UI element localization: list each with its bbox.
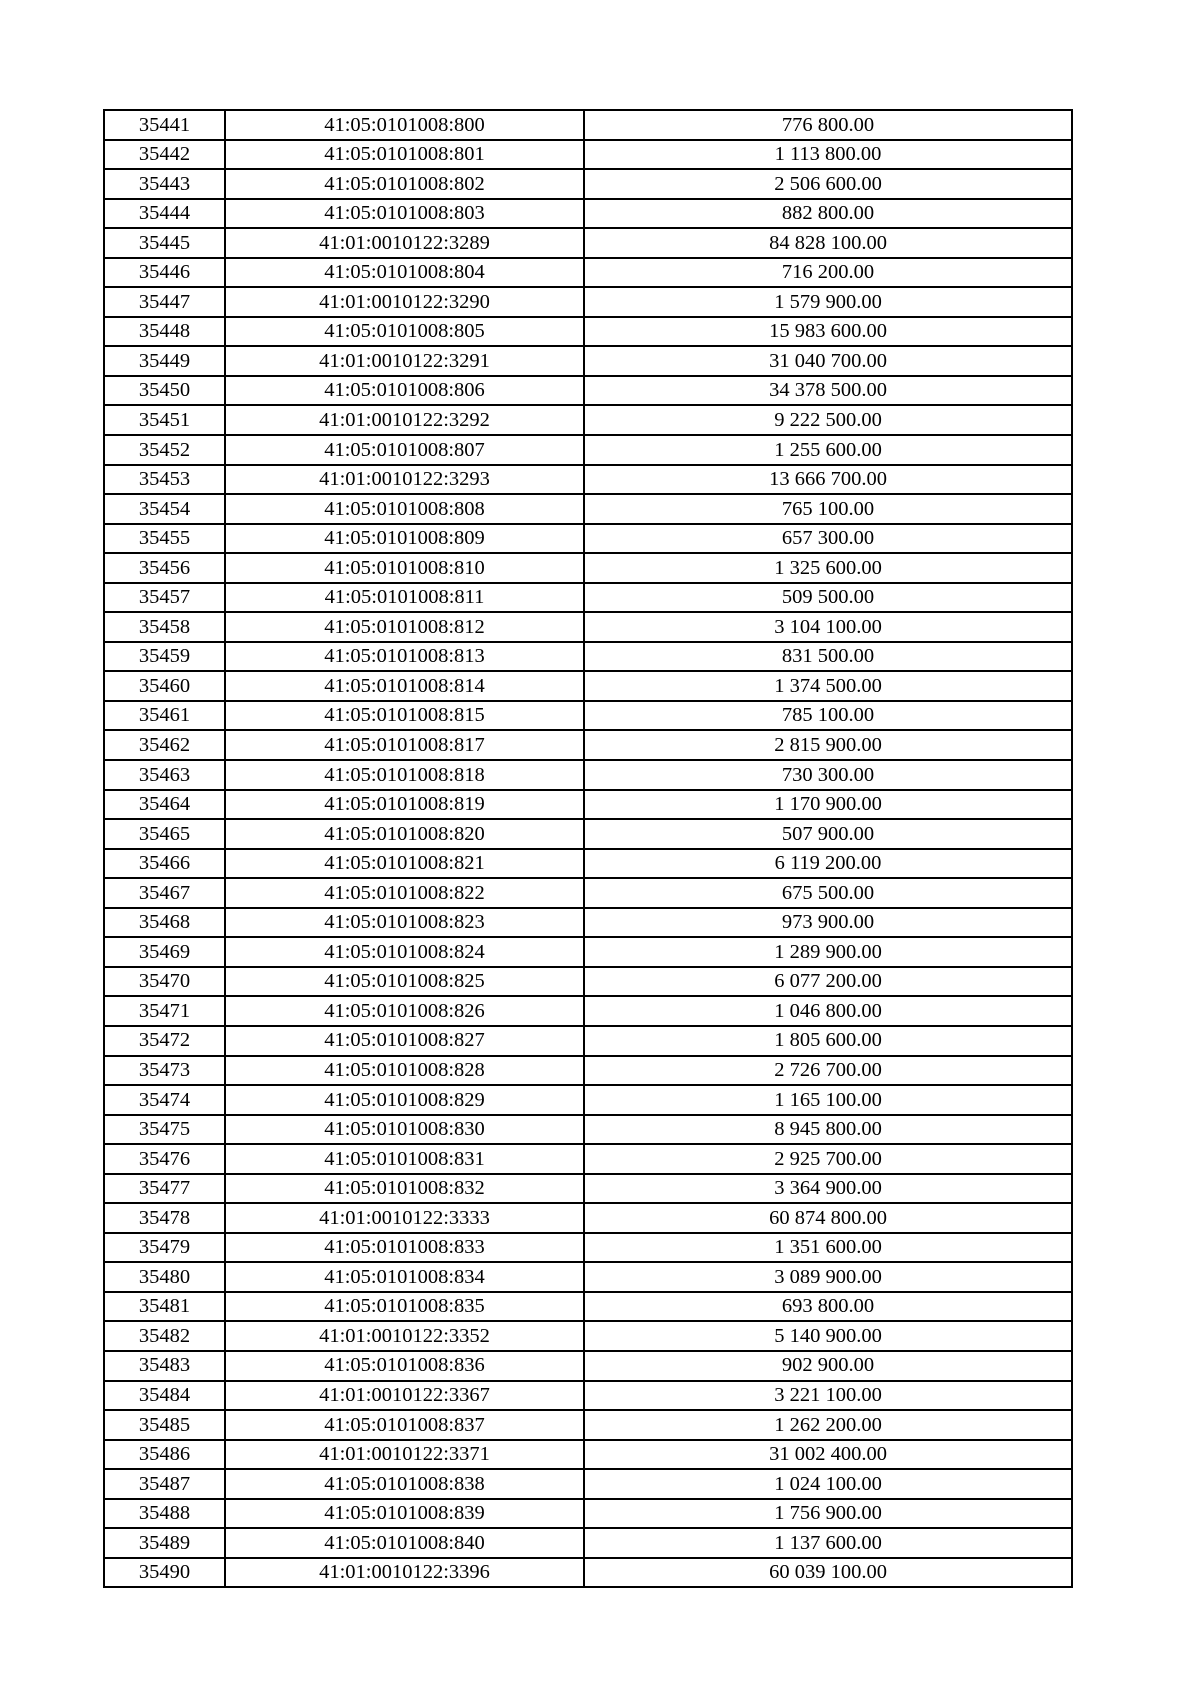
cadastral-number-cell: 41:05:0101008:806 <box>225 376 584 406</box>
table-row <box>104 553 1072 583</box>
table-row <box>104 287 1072 317</box>
cadastral-number-cell: 41:05:0101008:820 <box>225 819 584 849</box>
row-number-cell: 35453 <box>104 465 225 495</box>
table-row <box>104 1410 1072 1440</box>
table-row <box>104 1499 1072 1529</box>
cadastral-value-cell: 2 506 600.00 <box>584 169 1072 199</box>
row-number-cell: 35450 <box>104 376 225 406</box>
cadastral-number-cell: 41:01:0010122:3396 <box>225 1558 584 1588</box>
table-row <box>104 1381 1072 1411</box>
table-row <box>104 1144 1072 1174</box>
cadastral-number-cell: 41:05:0101008:831 <box>225 1144 584 1174</box>
cadastral-value-table <box>103 109 1073 1588</box>
table-row <box>104 1203 1072 1233</box>
row-number-cell: 35443 <box>104 169 225 199</box>
cadastral-number-cell: 41:05:0101008:804 <box>225 258 584 288</box>
cadastral-value-cell: 1 374 500.00 <box>584 671 1072 701</box>
cadastral-value-cell: 3 089 900.00 <box>584 1262 1072 1292</box>
table-row <box>104 1440 1072 1470</box>
row-number-cell: 35475 <box>104 1115 225 1145</box>
cadastral-value-cell: 1 351 600.00 <box>584 1233 1072 1263</box>
cadastral-value-cell: 730 300.00 <box>584 760 1072 790</box>
row-number-cell: 35483 <box>104 1351 225 1381</box>
cadastral-value-cell: 657 300.00 <box>584 524 1072 554</box>
cadastral-number-cell: 41:05:0101008:809 <box>225 524 584 554</box>
cadastral-number-cell: 41:01:0010122:3292 <box>225 405 584 435</box>
cadastral-number-cell: 41:05:0101008:835 <box>225 1292 584 1322</box>
row-number-cell: 35461 <box>104 701 225 731</box>
cadastral-number-cell: 41:05:0101008:834 <box>225 1262 584 1292</box>
cadastral-value-cell: 1 170 900.00 <box>584 790 1072 820</box>
cadastral-number-cell: 41:05:0101008:833 <box>225 1233 584 1263</box>
table-row <box>104 435 1072 465</box>
table-row <box>104 1528 1072 1558</box>
row-number-cell: 35462 <box>104 730 225 760</box>
table-row <box>104 583 1072 613</box>
table-row <box>104 140 1072 170</box>
cadastral-value-cell: 2 815 900.00 <box>584 730 1072 760</box>
row-number-cell: 35469 <box>104 937 225 967</box>
row-number-cell: 35459 <box>104 642 225 672</box>
cadastral-value-cell: 84 828 100.00 <box>584 228 1072 258</box>
row-number-cell: 35490 <box>104 1558 225 1588</box>
cadastral-value-cell: 9 222 500.00 <box>584 405 1072 435</box>
cadastral-number-cell: 41:05:0101008:825 <box>225 967 584 997</box>
cadastral-value-cell: 765 100.00 <box>584 494 1072 524</box>
cadastral-number-cell: 41:01:0010122:3371 <box>225 1440 584 1470</box>
cadastral-number-cell: 41:05:0101008:832 <box>225 1174 584 1204</box>
row-number-cell: 35457 <box>104 583 225 613</box>
cadastral-number-cell: 41:01:0010122:3291 <box>225 346 584 376</box>
table-row <box>104 819 1072 849</box>
cadastral-value-cell: 776 800.00 <box>584 110 1072 140</box>
cadastral-value-cell: 6 077 200.00 <box>584 967 1072 997</box>
cadastral-value-cell: 831 500.00 <box>584 642 1072 672</box>
table-row <box>104 405 1072 435</box>
cadastral-number-cell: 41:05:0101008:830 <box>225 1115 584 1145</box>
row-number-cell: 35455 <box>104 524 225 554</box>
table-row <box>104 612 1072 642</box>
cadastral-value-cell: 785 100.00 <box>584 701 1072 731</box>
table-row <box>104 1174 1072 1204</box>
row-number-cell: 35449 <box>104 346 225 376</box>
cadastral-value-cell: 1 255 600.00 <box>584 435 1072 465</box>
cadastral-value-cell: 1 805 600.00 <box>584 1026 1072 1056</box>
table-row <box>104 1262 1072 1292</box>
row-number-cell: 35444 <box>104 199 225 229</box>
table-row <box>104 967 1072 997</box>
row-number-cell: 35441 <box>104 110 225 140</box>
row-number-cell: 35447 <box>104 287 225 317</box>
cadastral-number-cell: 41:01:0010122:3289 <box>225 228 584 258</box>
row-number-cell: 35482 <box>104 1321 225 1351</box>
table-row <box>104 228 1072 258</box>
table-row <box>104 701 1072 731</box>
table-row <box>104 1351 1072 1381</box>
row-number-cell: 35478 <box>104 1203 225 1233</box>
table-row <box>104 671 1072 701</box>
row-number-cell: 35468 <box>104 908 225 938</box>
cadastral-number-cell: 41:05:0101008:823 <box>225 908 584 938</box>
cadastral-number-cell: 41:05:0101008:840 <box>225 1528 584 1558</box>
cadastral-number-cell: 41:05:0101008:836 <box>225 1351 584 1381</box>
table-row <box>104 996 1072 1026</box>
cadastral-number-cell: 41:05:0101008:828 <box>225 1056 584 1086</box>
row-number-cell: 35466 <box>104 849 225 879</box>
row-number-cell: 35452 <box>104 435 225 465</box>
row-number-cell: 35481 <box>104 1292 225 1322</box>
row-number-cell: 35463 <box>104 760 225 790</box>
row-number-cell: 35451 <box>104 405 225 435</box>
table-row <box>104 465 1072 495</box>
cadastral-value-cell: 2 925 700.00 <box>584 1144 1072 1174</box>
cadastral-value-cell: 716 200.00 <box>584 258 1072 288</box>
table-row <box>104 346 1072 376</box>
row-number-cell: 35458 <box>104 612 225 642</box>
cadastral-value-cell: 973 900.00 <box>584 908 1072 938</box>
cadastral-value-cell: 5 140 900.00 <box>584 1321 1072 1351</box>
cadastral-value-cell: 1 137 600.00 <box>584 1528 1072 1558</box>
row-number-cell: 35445 <box>104 228 225 258</box>
cadastral-value-cell: 509 500.00 <box>584 583 1072 613</box>
cadastral-value-cell: 1 046 800.00 <box>584 996 1072 1026</box>
cadastral-number-cell: 41:05:0101008:805 <box>225 317 584 347</box>
table-row <box>104 1321 1072 1351</box>
document-page <box>103 109 1073 1588</box>
cadastral-number-cell: 41:05:0101008:819 <box>225 790 584 820</box>
cadastral-number-cell: 41:05:0101008:829 <box>225 1085 584 1115</box>
cadastral-value-cell: 1 113 800.00 <box>584 140 1072 170</box>
cadastral-number-cell: 41:05:0101008:837 <box>225 1410 584 1440</box>
row-number-cell: 35479 <box>104 1233 225 1263</box>
cadastral-value-cell: 3 364 900.00 <box>584 1174 1072 1204</box>
cadastral-value-cell: 8 945 800.00 <box>584 1115 1072 1145</box>
cadastral-number-cell: 41:05:0101008:807 <box>225 435 584 465</box>
table-row <box>104 110 1072 140</box>
cadastral-value-cell: 1 262 200.00 <box>584 1410 1072 1440</box>
row-number-cell: 35442 <box>104 140 225 170</box>
table-row <box>104 790 1072 820</box>
cadastral-number-cell: 41:05:0101008:803 <box>225 199 584 229</box>
cadastral-value-cell: 60 039 100.00 <box>584 1558 1072 1588</box>
table-row <box>104 849 1072 879</box>
cadastral-number-cell: 41:05:0101008:801 <box>225 140 584 170</box>
cadastral-number-cell: 41:05:0101008:818 <box>225 760 584 790</box>
table-row <box>104 1233 1072 1263</box>
row-number-cell: 35474 <box>104 1085 225 1115</box>
table-row <box>104 1115 1072 1145</box>
cadastral-number-cell: 41:05:0101008:802 <box>225 169 584 199</box>
cadastral-number-cell: 41:05:0101008:821 <box>225 849 584 879</box>
cadastral-number-cell: 41:05:0101008:822 <box>225 878 584 908</box>
table-row <box>104 878 1072 908</box>
table-body <box>104 110 1072 1587</box>
row-number-cell: 35486 <box>104 1440 225 1470</box>
cadastral-value-cell: 13 666 700.00 <box>584 465 1072 495</box>
table-row <box>104 1056 1072 1086</box>
cadastral-number-cell: 41:01:0010122:3290 <box>225 287 584 317</box>
table-row <box>104 199 1072 229</box>
cadastral-value-cell: 882 800.00 <box>584 199 1072 229</box>
table-row <box>104 937 1072 967</box>
row-number-cell: 35454 <box>104 494 225 524</box>
cadastral-value-cell: 1 165 100.00 <box>584 1085 1072 1115</box>
cadastral-number-cell: 41:05:0101008:812 <box>225 612 584 642</box>
cadastral-number-cell: 41:05:0101008:814 <box>225 671 584 701</box>
cadastral-value-cell: 2 726 700.00 <box>584 1056 1072 1086</box>
row-number-cell: 35470 <box>104 967 225 997</box>
table-row <box>104 1469 1072 1499</box>
cadastral-number-cell: 41:05:0101008:817 <box>225 730 584 760</box>
cadastral-value-cell: 60 874 800.00 <box>584 1203 1072 1233</box>
cadastral-value-cell: 31 040 700.00 <box>584 346 1072 376</box>
row-number-cell: 35467 <box>104 878 225 908</box>
cadastral-number-cell: 41:05:0101008:813 <box>225 642 584 672</box>
cadastral-number-cell: 41:01:0010122:3367 <box>225 1381 584 1411</box>
cadastral-number-cell: 41:05:0101008:839 <box>225 1499 584 1529</box>
row-number-cell: 35471 <box>104 996 225 1026</box>
row-number-cell: 35472 <box>104 1026 225 1056</box>
row-number-cell: 35480 <box>104 1262 225 1292</box>
cadastral-number-cell: 41:05:0101008:826 <box>225 996 584 1026</box>
row-number-cell: 35476 <box>104 1144 225 1174</box>
cadastral-number-cell: 41:05:0101008:827 <box>225 1026 584 1056</box>
table-row <box>104 494 1072 524</box>
row-number-cell: 35489 <box>104 1528 225 1558</box>
cadastral-value-cell: 34 378 500.00 <box>584 376 1072 406</box>
cadastral-value-cell: 31 002 400.00 <box>584 1440 1072 1470</box>
cadastral-number-cell: 41:01:0010122:3293 <box>225 465 584 495</box>
cadastral-number-cell: 41:05:0101008:808 <box>225 494 584 524</box>
cadastral-value-cell: 15 983 600.00 <box>584 317 1072 347</box>
table-row <box>104 258 1072 288</box>
cadastral-value-cell: 675 500.00 <box>584 878 1072 908</box>
table-row <box>104 730 1072 760</box>
cadastral-value-cell: 3 104 100.00 <box>584 612 1072 642</box>
cadastral-number-cell: 41:01:0010122:3352 <box>225 1321 584 1351</box>
cadastral-number-cell: 41:05:0101008:824 <box>225 937 584 967</box>
cadastral-number-cell: 41:01:0010122:3333 <box>225 1203 584 1233</box>
cadastral-value-cell: 1 756 900.00 <box>584 1499 1072 1529</box>
row-number-cell: 35477 <box>104 1174 225 1204</box>
table-row <box>104 908 1072 938</box>
row-number-cell: 35456 <box>104 553 225 583</box>
row-number-cell: 35446 <box>104 258 225 288</box>
table-row <box>104 642 1072 672</box>
row-number-cell: 35465 <box>104 819 225 849</box>
table-row <box>104 1026 1072 1056</box>
row-number-cell: 35460 <box>104 671 225 701</box>
cadastral-value-cell: 1 289 900.00 <box>584 937 1072 967</box>
row-number-cell: 35473 <box>104 1056 225 1086</box>
row-number-cell: 35484 <box>104 1381 225 1411</box>
row-number-cell: 35487 <box>104 1469 225 1499</box>
cadastral-value-cell: 1 024 100.00 <box>584 1469 1072 1499</box>
cadastral-number-cell: 41:05:0101008:800 <box>225 110 584 140</box>
table-row <box>104 1558 1072 1588</box>
cadastral-value-cell: 1 579 900.00 <box>584 287 1072 317</box>
table-row <box>104 376 1072 406</box>
cadastral-value-cell: 3 221 100.00 <box>584 1381 1072 1411</box>
table-row <box>104 317 1072 347</box>
row-number-cell: 35448 <box>104 317 225 347</box>
cadastral-number-cell: 41:05:0101008:815 <box>225 701 584 731</box>
cadastral-value-cell: 1 325 600.00 <box>584 553 1072 583</box>
row-number-cell: 35488 <box>104 1499 225 1529</box>
row-number-cell: 35464 <box>104 790 225 820</box>
cadastral-number-cell: 41:05:0101008:838 <box>225 1469 584 1499</box>
table-row <box>104 760 1072 790</box>
table-row <box>104 169 1072 199</box>
cadastral-number-cell: 41:05:0101008:810 <box>225 553 584 583</box>
table-row <box>104 524 1072 554</box>
table-row <box>104 1292 1072 1322</box>
cadastral-value-cell: 693 800.00 <box>584 1292 1072 1322</box>
row-number-cell: 35485 <box>104 1410 225 1440</box>
cadastral-value-cell: 507 900.00 <box>584 819 1072 849</box>
cadastral-value-cell: 6 119 200.00 <box>584 849 1072 879</box>
cadastral-number-cell: 41:05:0101008:811 <box>225 583 584 613</box>
cadastral-value-cell: 902 900.00 <box>584 1351 1072 1381</box>
table-row <box>104 1085 1072 1115</box>
